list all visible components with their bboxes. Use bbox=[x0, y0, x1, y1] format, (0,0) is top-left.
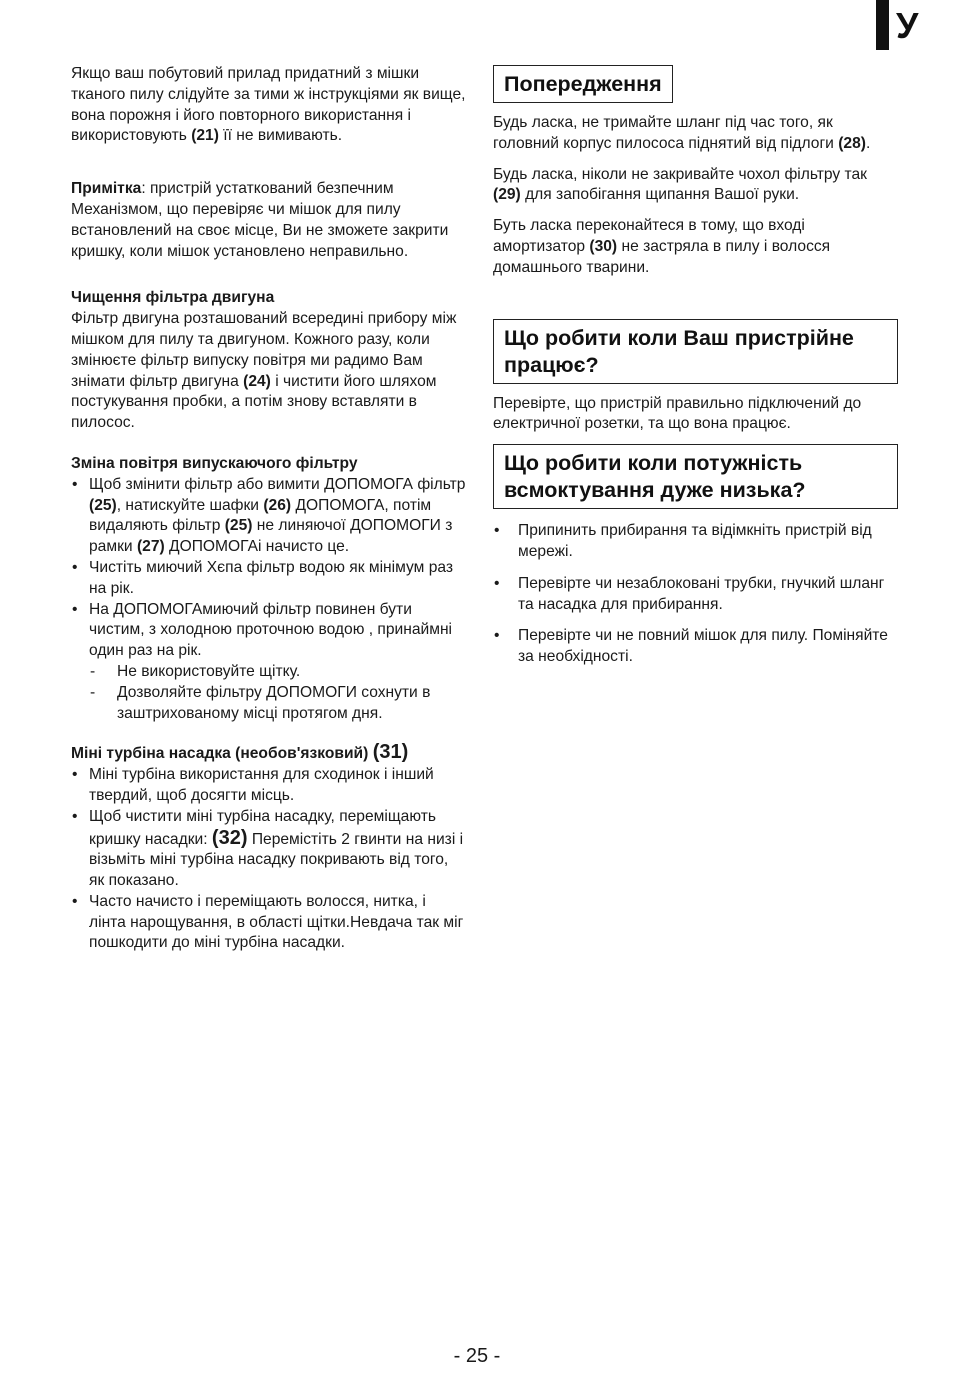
exhaust-filter-list bbox=[71, 475, 466, 725]
warning-text: Будь ласка, ніколи не закривайте чохол фільтру так bbox=[493, 165, 867, 183]
turbo-cover-ref: (32) bbox=[211, 826, 248, 849]
motor-filter-text: Фільтр двигуна розташований всередині прибору між мішком для пилу та двигуном. Кожного разу, коли змінюєте фільтр випуску повітря ми радимо Вам знімати фільтр двигуна bbox=[71, 310, 457, 390]
list-item: • Чистіть миючий Хєпа фільтр водою як мінімум раз на рік. bbox=[71, 558, 466, 600]
list-item: • Припинить прибирання та відімкніть пристрій від мережі. bbox=[493, 521, 898, 563]
note-text: : пристрій устаткований безпечним Механізмом, що перевіряє чи мішок для пилу встановлений на своє місце, Ви не зможете закрити кришку, коли мішок установлено неправильно. bbox=[71, 180, 449, 260]
ref-number: (25) bbox=[89, 496, 117, 514]
turbo-list bbox=[71, 765, 466, 954]
dash-item: - Дозволяйте фільтру ДОПОМОГИ сохнути в заштрихованому місці протягом дня. bbox=[89, 683, 466, 725]
exhaust-filter-section bbox=[71, 454, 466, 724]
list-item-text: , натискуйте шафки bbox=[116, 496, 260, 514]
ref-number: (28) bbox=[838, 134, 866, 152]
ref-number: (27) bbox=[136, 538, 165, 556]
warning-text: Будь ласка, не тримайте шланг під час того, як головний корпус пилососа піднятий від підлоги bbox=[493, 114, 834, 152]
low-suction-title-box: Що робити коли потужність всмоктування дуже низька? bbox=[493, 444, 898, 509]
warning-paragraph-3 bbox=[493, 216, 898, 278]
list-item bbox=[71, 600, 466, 725]
note-label: Примітка bbox=[71, 180, 142, 198]
warning-paragraph-2 bbox=[493, 165, 898, 207]
list-item: • Міні турбіна використання для сходинок і інший твердий, щоб досягти місць. bbox=[71, 765, 466, 807]
language-marker-bar bbox=[876, 0, 889, 50]
warning-text: Буть ласка переконайтеся в тому, що вході амортизатор bbox=[493, 217, 805, 255]
not-working-paragraph: Перевірте, що пристрій правильно підключений до електричної розетки, та що вона працює. bbox=[493, 394, 862, 433]
list-item bbox=[71, 475, 466, 558]
dash-item: - Не використовуйте щітку. bbox=[89, 662, 466, 683]
turbo-heading bbox=[71, 742, 466, 765]
list-item-text: не линяючої ДОПОМОГИ з рамки bbox=[89, 517, 453, 556]
low-suction-list bbox=[493, 521, 898, 668]
list-item-text: ДОПОМОГАі начисто це. bbox=[169, 538, 350, 556]
warning-text: для запобігання щипання Вашої руки. bbox=[525, 186, 800, 204]
ref-number: (25) bbox=[224, 517, 253, 535]
ref-number: (29) bbox=[493, 186, 521, 204]
warning-title-box: Попередження bbox=[493, 65, 673, 103]
intro-text: Якщо ваш побутовий прилад придатний з мішки тканого пилу слідуйте за тими ж інструкціями як вище, вона порожня і його повторного використання і використовують bbox=[71, 65, 466, 145]
dash-list bbox=[89, 662, 466, 724]
note-paragraph bbox=[71, 179, 466, 262]
list-item: • Часто начисто і переміщають волосся, нитка, і лінта нарощування, в області щітки.Невдача так міг пошкодити до міні турбіна насадки. bbox=[71, 892, 466, 954]
ref-number: (26) bbox=[263, 496, 292, 514]
list-item-text: ДОПОМОГА, потім видаляють фільтр bbox=[89, 496, 432, 535]
list-item bbox=[71, 807, 466, 892]
ref-number: (30) bbox=[589, 237, 618, 255]
list-item-text: Щоб змінити фільтр або вимити ДОПОМОГА фільтр bbox=[89, 475, 466, 493]
intro-tail: її не вимивають. bbox=[223, 127, 343, 145]
left-column bbox=[71, 64, 466, 954]
motor-filter-text-after: і чистити його шляхом постукування пробки, а потім знову вставляти в пилосос. bbox=[71, 372, 437, 432]
page-number: - 25 - bbox=[453, 1345, 501, 1367]
right-column bbox=[493, 65, 898, 679]
not-working-title-box: Що робити коли Ваш пристрійне працює? bbox=[493, 319, 898, 384]
motor-filter-section bbox=[71, 288, 466, 434]
warning-paragraph-1: Будь ласка, не тримайте шланг під час того, як головний корпус пилососа піднятий від підлоги (28). bbox=[493, 114, 871, 152]
language-marker bbox=[876, 0, 954, 50]
turbo-section bbox=[71, 742, 466, 954]
motor-filter-paragraph bbox=[71, 309, 466, 434]
list-item-text: Щоб чистити міні турбіна насадку, переміщають кришку насадки: bbox=[89, 807, 436, 848]
list-item: • Перевірте чи незаблоковані трубки, гнучкий шланг та насадка для прибирання. bbox=[493, 574, 898, 616]
list-item-text: Перемістіть 2 гвинти на низі і візьміть міні турбіна насадку покривають від того, як показано. bbox=[89, 830, 464, 890]
intro-paragraph bbox=[71, 64, 466, 147]
language-marker-letter: У bbox=[896, 5, 919, 46]
motor-filter-ref: (24) bbox=[243, 372, 271, 390]
motor-filter-heading: Чищення фільтра двигуна bbox=[71, 289, 275, 307]
turbo-heading-text: Міні турбіна насадка (необов'язковий) bbox=[71, 745, 369, 763]
exhaust-filter-heading: Зміна повітря випускаючого фільтру bbox=[71, 454, 358, 472]
warning-text: не застряла в пилу і волосся домашнього тварини. bbox=[493, 237, 831, 276]
turbo-heading-ref: (31) bbox=[372, 741, 409, 764]
list-item-text: На ДОПОМОГАмиючий фільтр повинен бути чистим, з холодною проточною водою , принаймні один раз на рік. bbox=[89, 600, 453, 660]
list-item: • Перевірте чи не повний мішок для пилу. Поміняйте за необхідності. bbox=[493, 626, 898, 668]
intro-ref: (21) bbox=[191, 127, 219, 145]
